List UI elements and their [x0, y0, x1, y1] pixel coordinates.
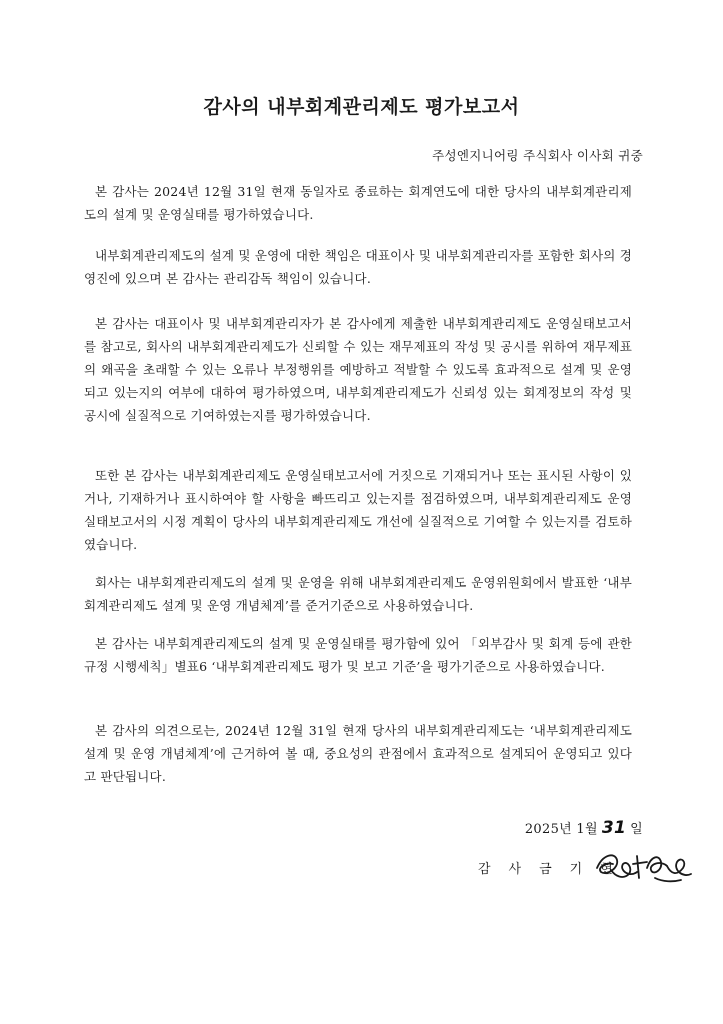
auditor-label: 감사: [478, 862, 540, 877]
paragraph-responsibility: 내부회계관리제도의 설계 및 운영에 대한 책임은 대표이사 및 내부회계관리자를 포함한 회사의 경영진에 있으며 본 감사는 관리감독 책임이 있습니다.: [84, 248, 632, 286]
document-title: 감사의 내부회계관리제도 평가보고서: [203, 96, 520, 118]
auditor-name: 금기현: [539, 862, 631, 877]
paragraph-evaluation: 본 감사는 대표이사 및 내부회계관리자가 본 감사에게 제출한 내부회계관리제도 운영실태보고서를 참고로, 회사의 내부회계관리제도가 신뢰할 수 있는 재무제표의 작성 및 공시를 위하여 재무제표의 왜곡을 초래할 수 있는 오류나 부정행위를 예방하고 적발할 수 있도록 효과적으로 설계 및 운영되고 있는지의 여부에 대하여 평가하였으며, 내부회계관리제도가 신뢰성 있는 회계정보의 작성 및 공시에 실질적으로 기여하였는지를 평가하였습니다.: [84, 316, 632, 423]
report-date: [525, 818, 643, 838]
paragraph-scope: 본 감사는 2024년 12월 31일 현재 동일자로 종료하는 회계연도에 대한 당사의 내부회계관리제도의 설계 및 운영실태를 평가하였습니다.: [84, 184, 632, 222]
paragraph-criteria: 본 감사는 내부회계관리제도의 설계 및 운영실태를 평가함에 있어 「외부감사 및 회계 등에 관한 규정 시행세칙」별표6 ‘내부회계관리제도 평가 및 보고 기준’을 평가기준으로 사용하였습니다.: [84, 636, 632, 674]
paragraph-framework: 회사는 내부회계관리제도의 설계 및 운영을 위해 내부회계관리제도 운영위원회에서 발표한 ‘내부회계관리제도 설계 및 운영 개념체계’를 준거기준으로 사용하였습니다.: [84, 575, 632, 613]
addressee: 주성엔지니어링 주식회사 이사회 귀중: [432, 148, 643, 163]
date-prefix: 2025년 1월: [524, 822, 598, 837]
handwritten-signature: [593, 846, 693, 886]
date-day-handwritten: 31: [601, 818, 627, 838]
paragraph-review: 또한 본 감사는 내부회계관리제도 운영실태보고서에 거짓으로 기재되거나 또는 표시된 사항이 있거나, 기재하거나 표시하여야 할 사항을 빠뜨리고 있는지를 점검하였으며, 내부회계관리제도 운영실태보고서의 시정 계획이 당사의 내부회계관리제도 개선에 실질적으로 기여할 수 있는지를 검토하였습니다.: [84, 468, 632, 552]
date-suffix: 일: [630, 822, 643, 837]
paragraph-opinion: 본 감사의 의견으로는, 2024년 12월 31일 현재 당사의 내부회계관리제도는 ‘내부회계관리제도 설계 및 운영 개념체계’에 근거하여 볼 때, 중요성의 관점에서 효과적으로 설계되어 운영되고 있다고 판단됩니다.: [84, 723, 632, 784]
